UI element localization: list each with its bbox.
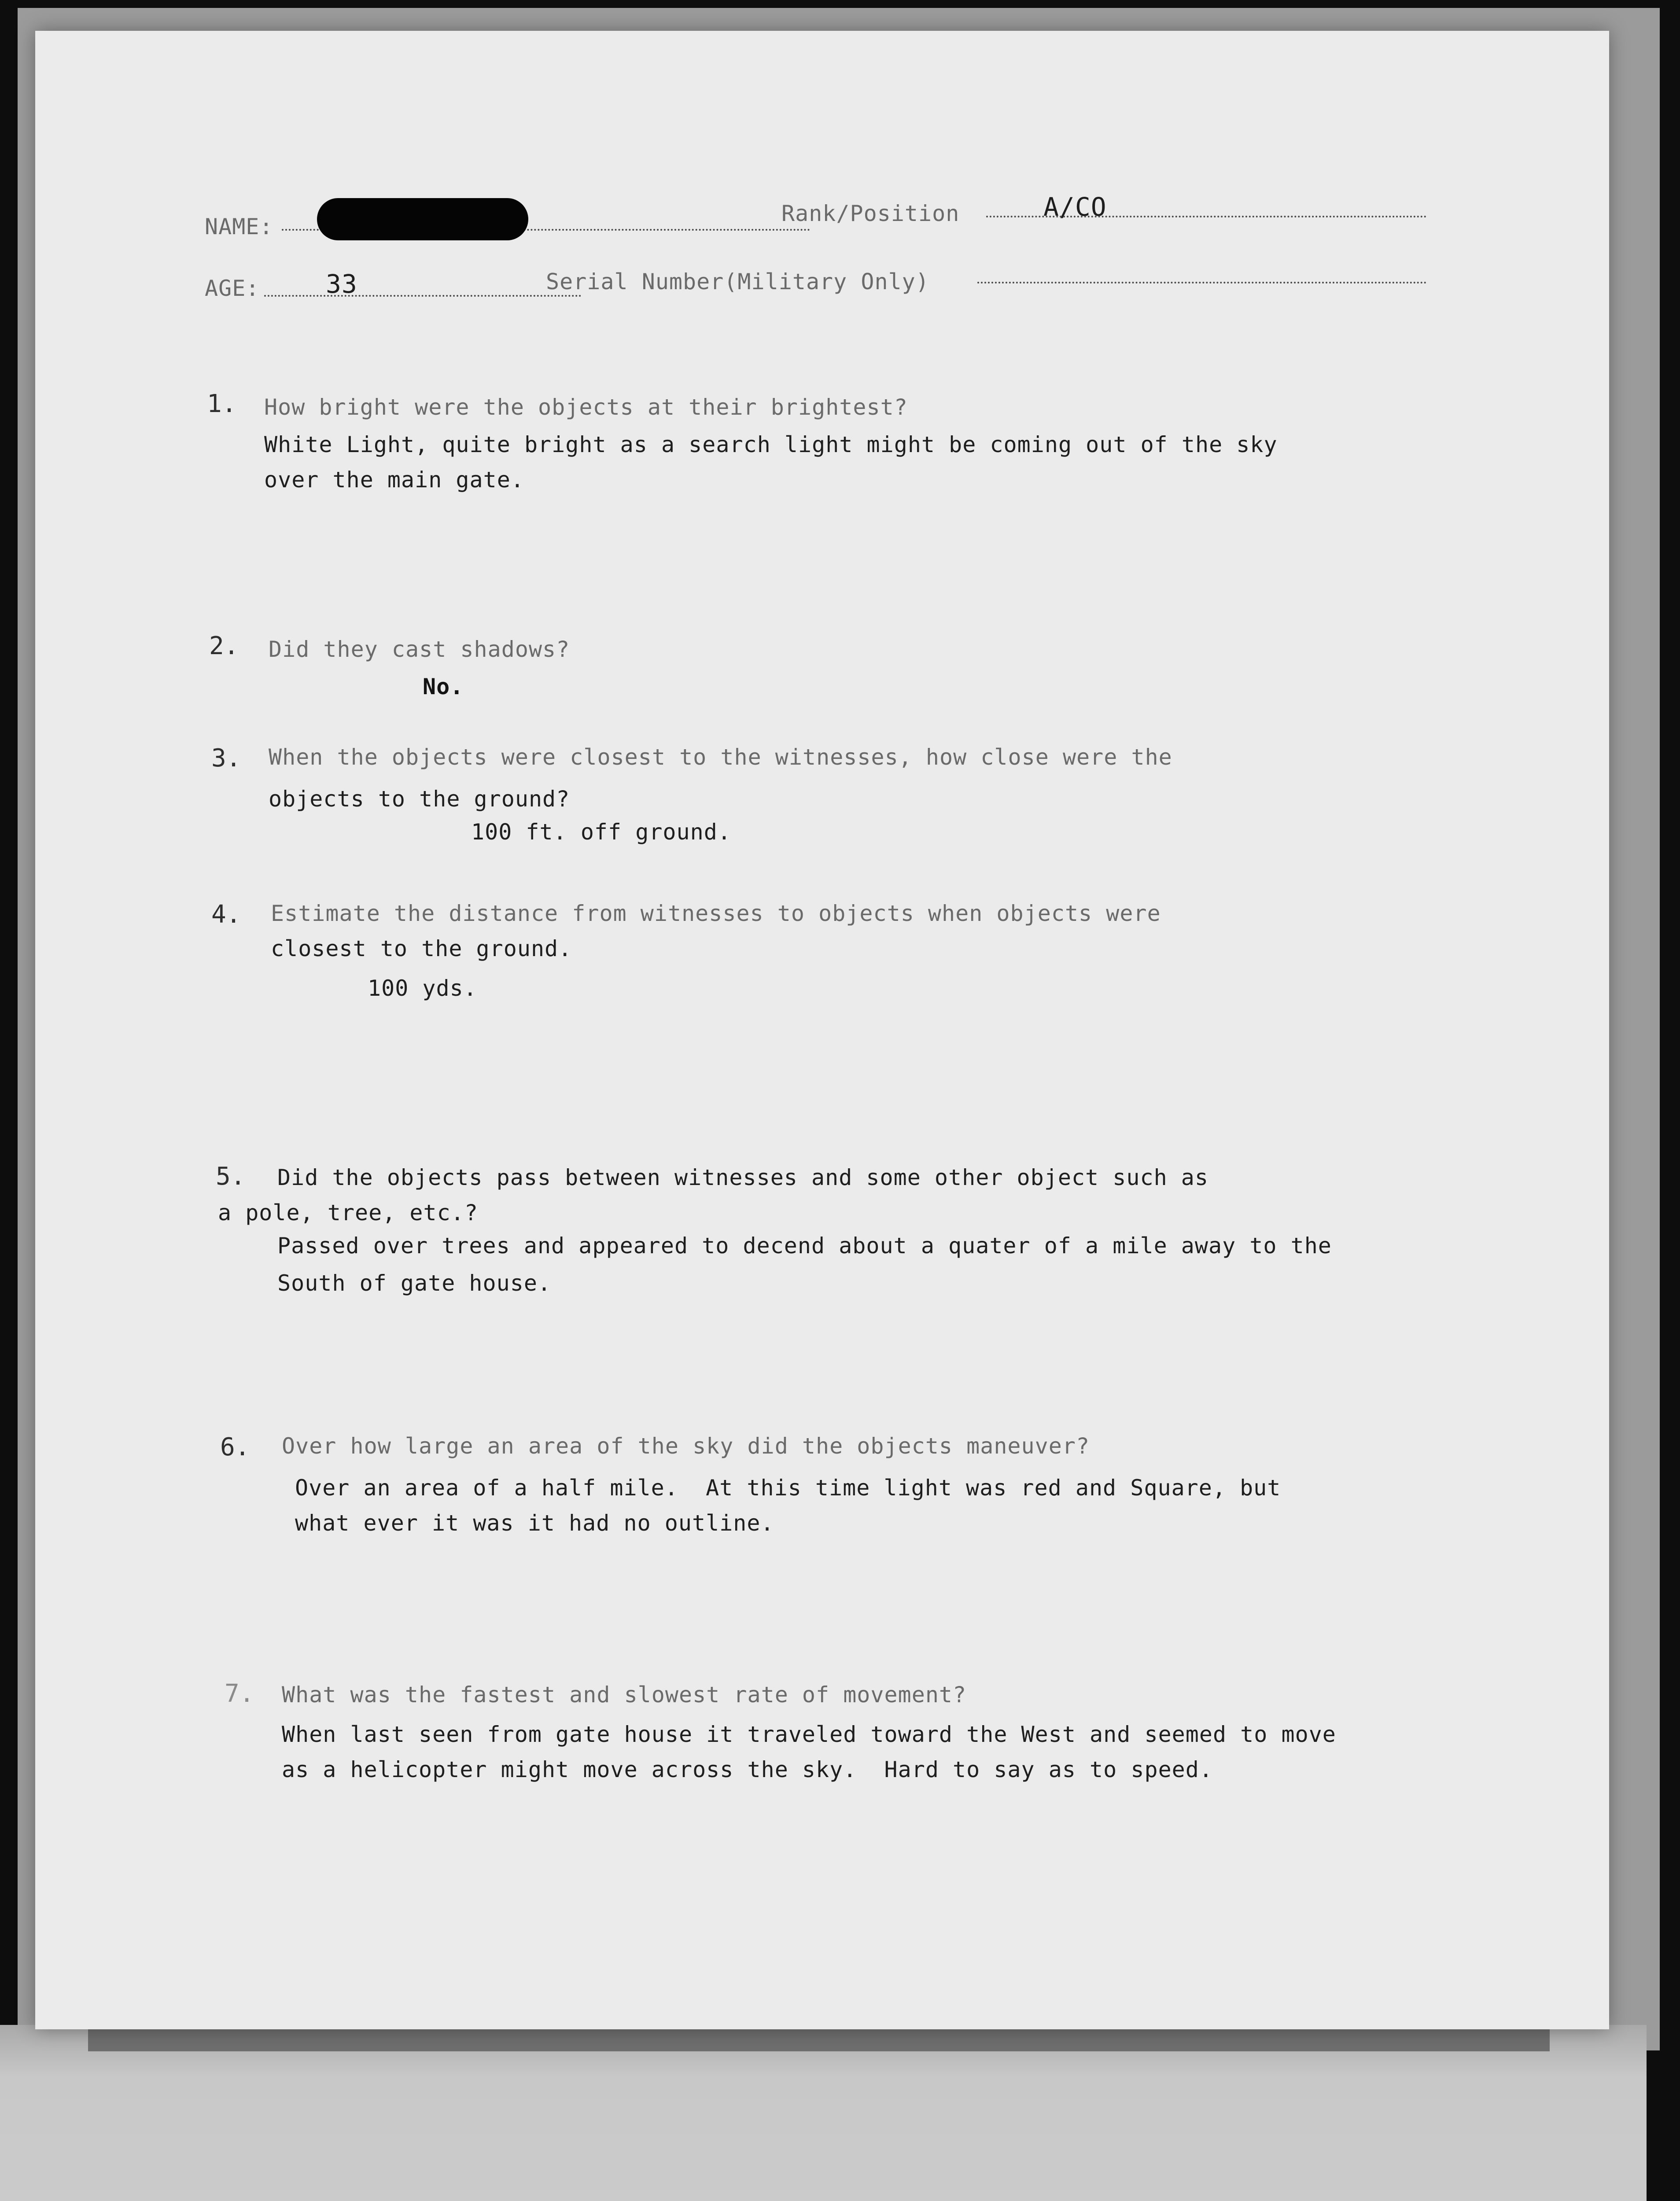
question-6-answer-line-2: what ever it was it had no outline. — [295, 1510, 774, 1536]
serial-line — [977, 282, 1426, 283]
question-1-answer-line-2: over the main gate. — [264, 467, 524, 493]
question-3-text-line-2: objects to the ground? — [269, 786, 570, 812]
questionnaire-page — [35, 31, 1609, 2029]
age-label: AGE: — [205, 276, 260, 301]
rank-value: A/CO — [1043, 192, 1107, 222]
question-6-text: Over how large an area of the sky did the objects maneuver? — [282, 1433, 1090, 1459]
question-5-text-line-2: a pole, tree, etc.? — [218, 1200, 478, 1226]
question-1-answer-line-1: White Light, quite bright as a search light might be coming out of the sky — [264, 432, 1278, 457]
question-4-text-line-1: Estimate the distance from witnesses to objects when objects were — [271, 901, 1161, 926]
question-1-text: How bright were the objects at their brightest? — [264, 394, 908, 420]
question-3-number: 3. — [211, 744, 241, 773]
rank-line — [986, 216, 1426, 217]
question-7-number: 7. — [225, 1679, 254, 1708]
photo-lower-area — [0, 2025, 1647, 2201]
question-2-number: 2. — [209, 632, 239, 660]
age-line — [264, 295, 581, 297]
name-redaction — [317, 198, 528, 240]
age-value: 33 — [326, 269, 357, 299]
serial-label: Serial Number(Military Only) — [546, 269, 929, 294]
question-3-answer-line-1: 100 ft. off ground. — [471, 819, 731, 845]
question-7-text: What was the fastest and slowest rate of movement? — [282, 1682, 967, 1708]
question-2-text: Did they cast shadows? — [269, 637, 570, 662]
question-4-number: 4. — [211, 900, 241, 929]
name-label: NAME: — [205, 214, 273, 239]
question-4-text-line-2: closest to the ground. — [271, 936, 572, 961]
question-5-text-line-1: Did the objects pass between witnesses and some other object such as — [277, 1165, 1208, 1190]
question-5-number: 5. — [216, 1162, 246, 1191]
question-5-answer-line-1: Passed over trees and appeared to decend about a quater of a mile away to the — [277, 1233, 1332, 1259]
question-1-number: 1. — [207, 390, 237, 418]
question-6-answer-line-1: Over an area of a half mile. At this time light was red and Square, but — [295, 1475, 1281, 1501]
question-6-number: 6. — [220, 1433, 250, 1461]
question-7-answer-line-2: as a helicopter might move across the sky. Hard to say as to speed. — [282, 1757, 1213, 1782]
question-5-answer-line-2: South of gate house. — [277, 1270, 552, 1296]
question-2-answer-line-1: No. — [423, 674, 464, 699]
question-7-answer-line-1: When last seen from gate house it traveled toward the West and seemed to move — [282, 1722, 1336, 1747]
rank-label: Rank/Position — [781, 201, 960, 226]
question-4-answer-line-1: 100 yds. — [368, 975, 477, 1001]
question-3-text-line-1: When the objects were closest to the witnesses, how close were the — [269, 744, 1172, 770]
